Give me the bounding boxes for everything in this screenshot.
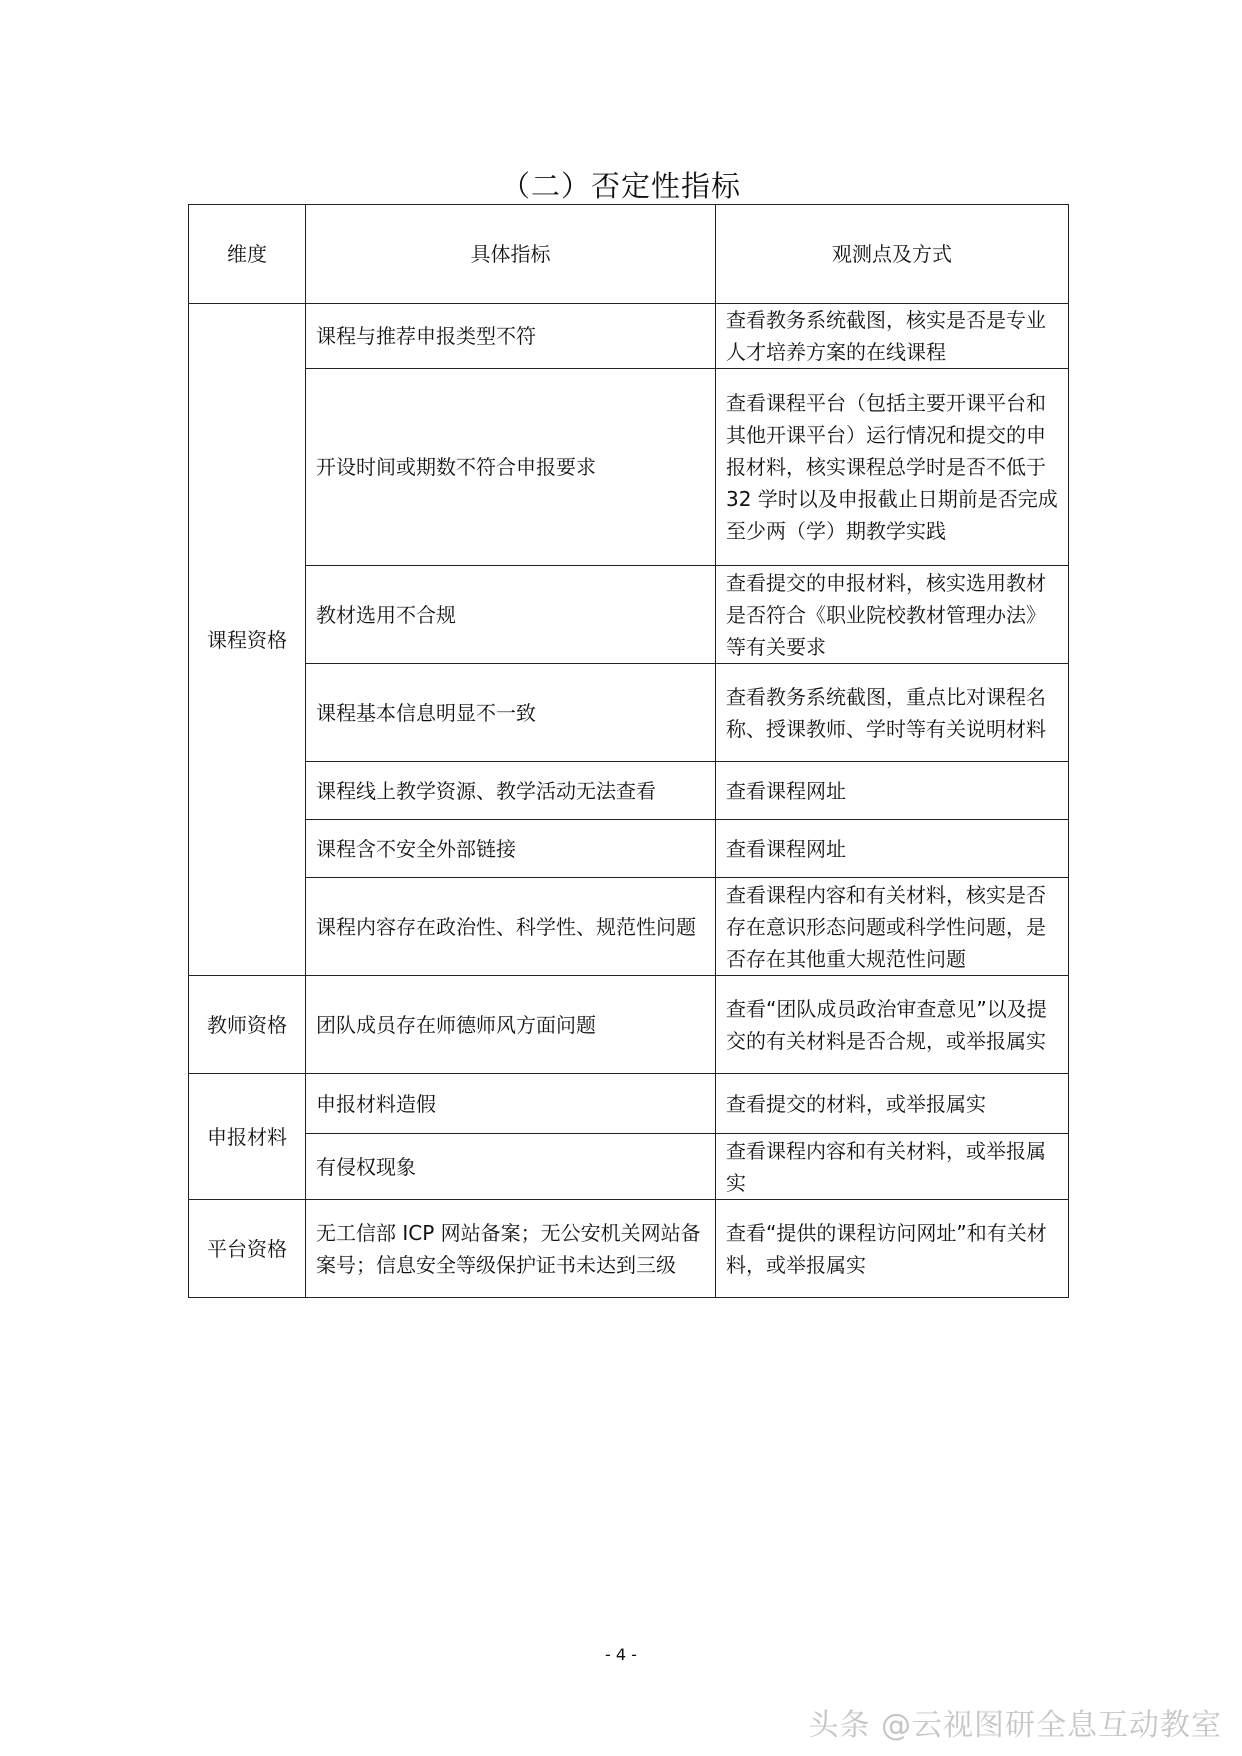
table-row [189,566,1069,664]
table-row [189,1134,1069,1200]
observation-cell: 查看提交的申报材料，核实选用教材是否符合《职业院校教材管理办法》等有关要求 [716,566,1069,664]
table-row [189,1074,1069,1134]
observation-cell: 查看教务系统截图，重点比对课程名称、授课教师、学时等有关说明材料 [716,664,1069,762]
indicator-cell: 课程基本信息明显不一致 [306,664,716,762]
observation-cell: 查看教务系统截图，核实是否是专业人才培养方案的在线课程 [716,304,1069,369]
indicator-cell: 无工信部 ICP 网站备案；无公安机关网站备案号；信息安全等级保护证书未达到三级 [306,1200,716,1298]
table-row [189,976,1069,1074]
table-row [189,762,1069,820]
indicator-cell: 课程与推荐申报类型不符 [306,304,716,369]
observation-cell: 查看提交的材料，或举报属实 [716,1074,1069,1134]
table-header-row [189,205,1069,304]
observation-cell: 查看“提供的课程访问网址”和有关材料，或举报属实 [716,1200,1069,1298]
observation-cell: 查看课程网址 [716,762,1069,820]
observation-cell: 查看“团队成员政治审查意见”以及提交的有关材料是否合规，或举报属实 [716,976,1069,1074]
dimension-cell: 课程资格 [189,304,306,976]
table-row [189,1200,1069,1298]
indicator-cell: 申报材料造假 [306,1074,716,1134]
indicator-cell: 教材选用不合规 [306,566,716,664]
dimension-cell: 教师资格 [189,976,306,1074]
table-row [189,878,1069,976]
page-title: （二）否定性指标 [500,169,741,203]
header-dimension: 维度 [189,205,306,304]
indicator-cell: 课程含不安全外部链接 [306,820,716,878]
header-observation: 观测点及方式 [716,205,1069,304]
indicator-cell: 课程内容存在政治性、科学性、规范性问题 [306,878,716,976]
table-row [189,820,1069,878]
observation-cell: 查看课程内容和有关材料，核实是否存在意识形态问题或科学性问题，是否存在其他重大规范性问题 [716,878,1069,976]
observation-cell: 查看课程内容和有关材料，或举报属实 [716,1134,1069,1200]
table-row [189,304,1069,369]
indicator-cell: 有侵权现象 [306,1134,716,1200]
page-number: - 4 - [605,1645,637,1664]
indicators-table [188,204,1069,1298]
observation-cell: 查看课程平台（包括主要开课平台和其他开课平台）运行情况和提交的申报材料，核实课程总学时是否不低于 32 学时以及申报截止日期前是否完成至少两（学）期教学实践 [716,369,1069,566]
observation-cell: 查看课程网址 [716,820,1069,878]
indicator-cell: 课程线上教学资源、教学活动无法查看 [306,762,716,820]
table-row [189,369,1069,566]
indicator-cell: 团队成员存在师德师风方面问题 [306,976,716,1074]
header-indicator: 具体指标 [306,205,716,304]
dimension-cell: 平台资格 [189,1200,306,1298]
indicator-cell: 开设时间或期数不符合申报要求 [306,369,716,566]
table-row [189,664,1069,762]
watermark: 头条 @云视图研全息互动教室 [808,1708,1222,1743]
dimension-cell: 申报材料 [189,1074,306,1200]
